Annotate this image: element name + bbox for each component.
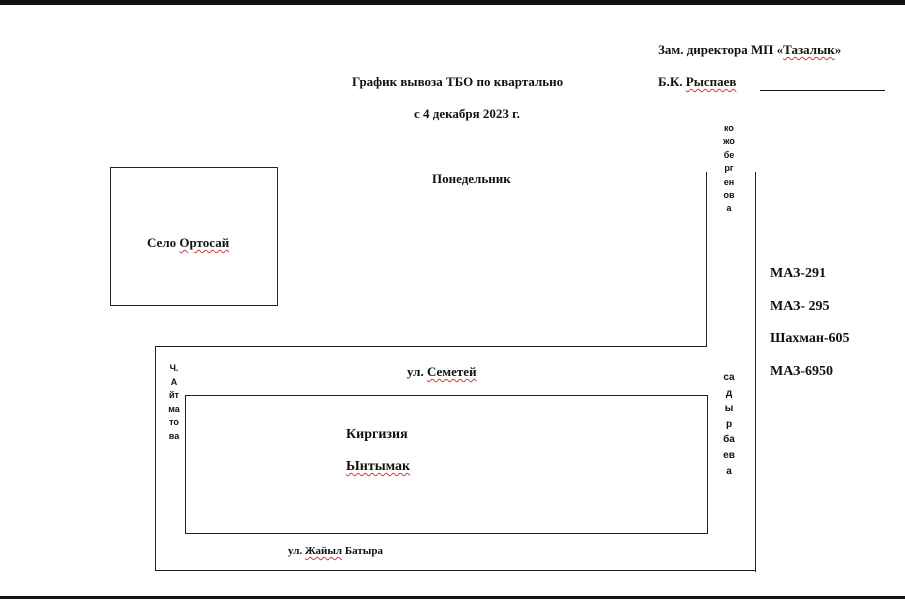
village-prefix: Село (147, 235, 177, 250)
street-bottom-name: Жайыл (304, 545, 343, 557)
outline-bottom (155, 570, 756, 571)
vehicle-1: МАЗ-291 (770, 266, 827, 281)
street-semetey-name: Семетей (426, 364, 477, 379)
signature-line (760, 90, 885, 91)
street-kozhobergenova-vertical: кожобергенова (723, 123, 735, 214)
vehicle-2: МАЗ- 295 (770, 299, 830, 314)
approver-name (658, 74, 736, 90)
schedule-date: с 4 декабря 2023 г. (414, 106, 520, 121)
schedule-title: График вывоза ТБО по квартально (352, 74, 564, 89)
approver-title-prefix: Зам. директора МП « (658, 42, 784, 57)
approver-surname: Рыспаев (685, 74, 737, 89)
outline-left (155, 346, 156, 571)
village-name: Ортосай (179, 235, 230, 250)
street-semetey-prefix: ул. (407, 364, 424, 379)
vehicle-3: Шахман-605 (770, 331, 850, 346)
approver-title (658, 42, 841, 58)
approver-org: Тазалык (783, 42, 835, 57)
outline-right (755, 172, 756, 572)
street-sadyrbaeva-vertical: садырбаева (723, 372, 735, 477)
village-label (147, 235, 229, 251)
district-box (185, 395, 708, 534)
approver-initials: Б.К. (658, 74, 683, 89)
street-zhaiyl-batyra (288, 545, 383, 557)
approver-title-suffix: » (834, 42, 842, 57)
street-bottom-suffix: Батыра (344, 545, 383, 557)
page-top-border (0, 0, 905, 5)
street-semetey (407, 364, 477, 380)
street-aitmatova-vertical: Ч.Айтматова (168, 363, 180, 441)
district-line1: Киргизия (346, 427, 408, 442)
day-label: Понедельник (432, 171, 511, 186)
street-bottom-prefix: ул. (288, 545, 303, 557)
page-bottom-border (0, 596, 905, 599)
district-line2: Ынтымак (346, 459, 411, 474)
outline-top-left (155, 346, 707, 347)
outline-upper-right-inner (706, 172, 707, 347)
vehicle-4: МАЗ-6950 (770, 364, 834, 379)
